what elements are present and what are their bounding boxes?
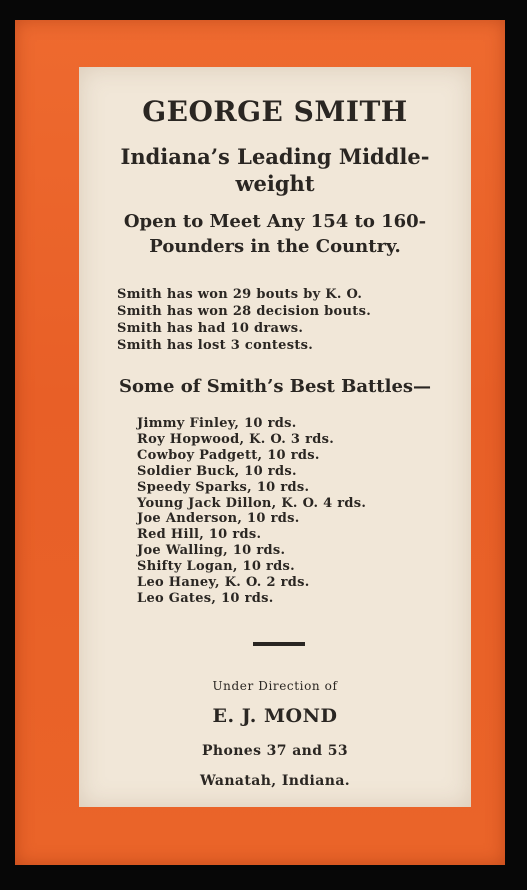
battle-item: Joe Walling, 10 rds.	[137, 543, 286, 559]
battle-item: Shifty Logan, 10 rds.	[137, 559, 295, 575]
battle-item: Leo Haney, K. O. 2 rds.	[137, 575, 310, 591]
battle-item: Speedy Sparks, 10 rds.	[137, 479, 310, 495]
best-battles-list	[137, 416, 366, 607]
battle-item: Soldier Buck, 10 rds.	[137, 463, 297, 479]
manager-location: Wanatah, Indiana.	[199, 773, 351, 789]
record-line: Smith has won 29 bouts by K. O.	[117, 287, 363, 302]
subtitle-line: weight	[235, 171, 315, 196]
fight-record	[117, 286, 371, 354]
section-divider	[253, 642, 305, 646]
record-line: Smith has lost 3 contests.	[117, 338, 314, 353]
direction-label: Under Direction of	[212, 679, 338, 693]
battle-item: Red Hill, 10 rds.	[137, 527, 262, 543]
record-line: Smith has had 10 draws.	[117, 321, 304, 336]
battle-item: Young Jack Dillon, K. O. 4 rds.	[137, 495, 367, 511]
battle-item: Jimmy Finley, 10 rds.	[137, 416, 297, 431]
battle-item: Leo Gates, 10 rds.	[137, 590, 274, 606]
challenge-line: Pounders in the Country.	[149, 236, 401, 257]
battle-item: Roy Hopwood, K. O. 3 rds.	[137, 431, 335, 447]
best-battles-heading: Some of Smith’s Best Battles—	[119, 376, 432, 397]
card-paper-panel	[79, 67, 471, 807]
manager-name: E. J. MOND	[212, 705, 338, 727]
battle-item: Cowboy Padgett, 10 rds.	[137, 447, 320, 463]
record-line: Smith has won 28 decision bouts.	[117, 304, 372, 319]
boxer-name: GEORGE SMITH	[142, 95, 408, 128]
subtitle-line: Indiana’s Leading Middle-	[120, 144, 430, 169]
boxer-subtitle	[79, 143, 471, 197]
challenge-statement	[79, 209, 471, 259]
battle-item: Joe Anderson, 10 rds.	[137, 511, 300, 527]
manager-phones: Phones 37 and 53	[201, 743, 349, 759]
boxing-promo-card	[15, 20, 505, 865]
challenge-line: Open to Meet Any 154 to 160-	[123, 211, 427, 232]
